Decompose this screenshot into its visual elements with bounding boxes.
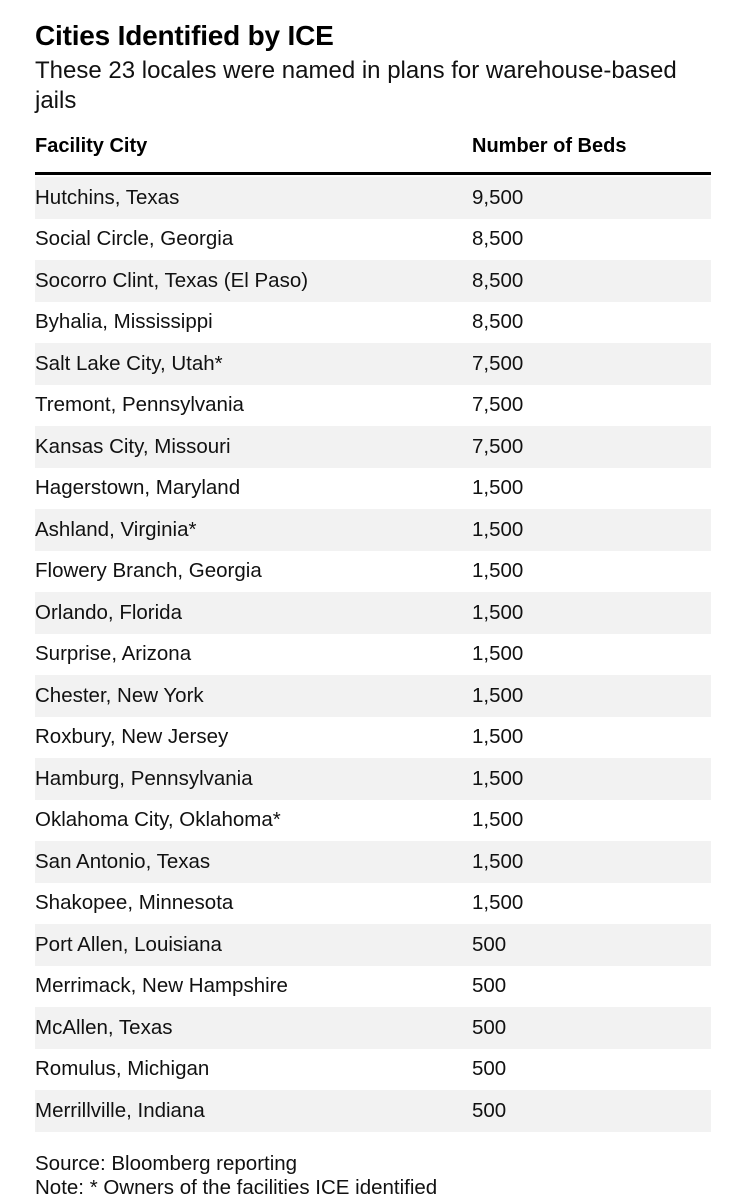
facility-city-cell: Hamburg, Pennsylvania: [35, 766, 253, 790]
number-of-beds-cell: 1,500: [472, 849, 524, 873]
number-of-beds-cell: 500: [472, 974, 507, 998]
table-row: [35, 924, 711, 966]
number-of-beds-cell: 1,500: [472, 559, 524, 583]
number-of-beds-cell: 7,500: [472, 351, 524, 375]
number-of-beds-cell: 9,500: [472, 185, 524, 209]
table-body: [35, 177, 711, 1132]
table-row: [35, 385, 711, 427]
facility-city-cell: Merrimack, New Hampshire: [35, 974, 288, 998]
facility-city-cell: Tremont, Pennsylvania: [35, 393, 244, 417]
table-row: [35, 219, 711, 261]
number-of-beds-cell: 1,500: [472, 891, 524, 915]
table-row: [35, 800, 711, 842]
facility-city-cell: Kansas City, Missouri: [35, 434, 231, 458]
table-row: [35, 426, 711, 468]
facility-city-cell: Salt Lake City, Utah*: [35, 351, 223, 375]
number-of-beds-cell: 1,500: [472, 600, 524, 624]
facility-city-cell: Romulus, Michigan: [35, 1057, 210, 1081]
chart-title: Cities Identified by ICE: [35, 20, 334, 51]
facility-city-cell: Chester, New York: [35, 683, 204, 707]
table-footer: [35, 1152, 711, 1200]
table-row: [35, 966, 711, 1008]
facility-city-cell: Hagerstown, Maryland: [35, 476, 241, 500]
column-header-city: Facility City: [35, 135, 148, 157]
facility-city-cell: Shakopee, Minnesota: [35, 891, 234, 915]
column-header-beds: Number of Beds: [472, 135, 627, 157]
facility-city-cell: Oklahoma City, Oklahoma*: [35, 808, 281, 832]
table-row: [35, 883, 711, 925]
table-row: [35, 509, 711, 551]
number-of-beds-cell: 500: [472, 1015, 507, 1039]
footnote: Note: * Owners of the facilities ICE identified: [35, 1175, 438, 1199]
number-of-beds-cell: 500: [472, 1098, 507, 1122]
table-row: [35, 841, 711, 883]
facility-city-cell: Social Circle, Georgia: [35, 227, 234, 251]
number-of-beds-cell: 1,500: [472, 725, 524, 749]
table-row: [35, 717, 711, 759]
facility-city-cell: Surprise, Arizona: [35, 642, 192, 666]
facility-city-cell: San Antonio, Texas: [35, 849, 211, 873]
number-of-beds-cell: 8,500: [472, 268, 524, 292]
table-row: [35, 551, 711, 593]
facility-city-cell: Port Allen, Louisiana: [35, 932, 222, 956]
facility-city-cell: Merrillville, Indiana: [35, 1098, 205, 1122]
number-of-beds-cell: 7,500: [472, 434, 524, 458]
table-row: [35, 758, 711, 800]
number-of-beds-cell: 1,500: [472, 517, 524, 541]
table-row: [35, 260, 711, 302]
table-row: [35, 343, 711, 385]
table-row: [35, 1049, 711, 1091]
facility-city-cell: McAllen, Texas: [35, 1015, 173, 1039]
data-table: [35, 134, 711, 1132]
facility-city-cell: Orlando, Florida: [35, 600, 182, 624]
number-of-beds-cell: 1,500: [472, 642, 524, 666]
number-of-beds-cell: 1,500: [472, 808, 524, 832]
table-row: [35, 1007, 711, 1049]
facility-city-cell: Hutchins, Texas: [35, 185, 180, 209]
table-row: [35, 675, 711, 717]
facility-city-cell: Byhalia, Mississippi: [35, 310, 213, 334]
table-row: [35, 592, 711, 634]
table-header: [35, 134, 711, 175]
number-of-beds-cell: 1,500: [472, 476, 524, 500]
facility-city-cell: Socorro Clint, Texas (El Paso): [35, 268, 309, 292]
number-of-beds-cell: 8,500: [472, 310, 524, 334]
facility-city-cell: Roxbury, New Jersey: [35, 725, 229, 749]
facility-city-cell: Flowery Branch, Georgia: [35, 559, 262, 583]
table-row: [35, 634, 711, 676]
table-card: [35, 18, 711, 1200]
table-row: [35, 302, 711, 344]
number-of-beds-cell: 500: [472, 932, 507, 956]
number-of-beds-cell: 7,500: [472, 393, 524, 417]
facility-city-cell: Ashland, Virginia*: [35, 517, 197, 541]
number-of-beds-cell: 1,500: [472, 683, 524, 707]
number-of-beds-cell: 1,500: [472, 766, 524, 790]
source-note: Source: Bloomberg reporting: [35, 1151, 298, 1175]
table-row: [35, 468, 711, 510]
table-row: [35, 177, 711, 219]
number-of-beds-cell: 500: [472, 1057, 507, 1081]
number-of-beds-cell: 8,500: [472, 227, 524, 251]
table-row: [35, 1090, 711, 1132]
chart-subtitle: These 23 locales were named in plans for warehouse-based jails: [35, 57, 677, 114]
